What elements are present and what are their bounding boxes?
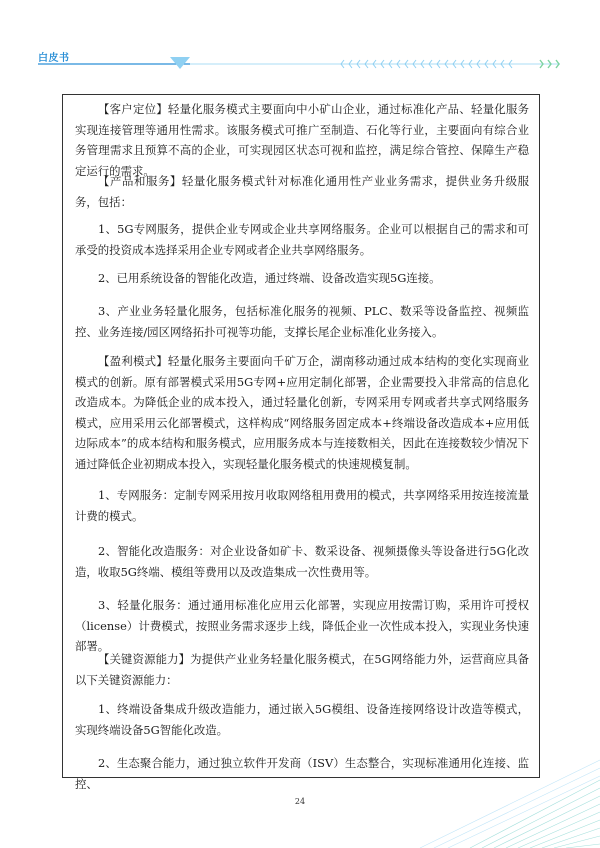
list-item: 2、生态聚合能力，通过独立软件开发商（ISV）生态整合，实现标准通用化连接、监控、 (75, 756, 529, 791)
list-item: 1、终端设备集成升级改造能力，通过嵌入5G模组、设备连接网络设计改造等模式，实现终端设备5G智能化改造。 (75, 702, 529, 737)
paragraph-customer-positioning: 【客户定位】轻量化服务模式主要面向中小矿山企业，通过标准化产品、轻量化服务实现连接管理等通用性需求。该服务模式可推广至制造、石化等行业，主要面向有综合业务管理需求且预算不高的企业，可实现园区状态可视和监控，满足综合管控、保障生产稳定运行的需求。 (75, 102, 529, 178)
footer-decoration-icon (300, 740, 600, 848)
paragraph-products-services: 【产品和服务】轻量化服务模式针对标准化通用性产业业务需求，提供业务升级服务，包括： (75, 174, 529, 209)
chevron-decoration-icon (340, 58, 570, 70)
list-item: 3、轻量化服务：通过通用标准化应用云化部署，实现应用按需订购，采用许可授权（license）计费模式，按照业务需求逐步上线，降低企业一次性成本投入，实现业务快速部署。 (75, 598, 529, 653)
paragraph-key-resources: 【关键资源能力】为提供产业业务轻量化服务模式，在5G网络能力外，运营商应具备以下关键资源能力： (75, 652, 529, 687)
list-item: 1、专网服务：定制专网采用按月收取网络租用费用的模式，共享网络采用按连接流量计费的模式。 (75, 488, 529, 523)
list-item: 1、5G专网服务，提供企业专网或企业共享网络服务。企业可以根据自己的需求和可承受的投资成本选择采用企业专网或者企业共享网络服务。 (75, 222, 529, 257)
list-item: 3、产业业务轻量化服务，包括标准化服务的视频、PLC、数采等设备监控、视频监控、业务连接/园区网络拓扑可视等功能，支撑长尾企业标准化业务接入。 (75, 304, 529, 339)
content-frame (62, 94, 540, 791)
list-item: 2、智能化改造服务：对企业设备如矿卡、数采设备、视频摄像头等设备进行5G化改造，收取5G终端、模组等费用以及改造集成一次性费用等。 (75, 544, 529, 579)
list-item: 2、已用系统设备的智能化改造，通过终端、设备改造实现5G连接。 (98, 271, 441, 285)
paragraph-profit-model: 【盈利模式】轻量化服务主要面向千矿万企，湖南移动通过成本结构的变化实现商业模式的创新。原有部署模式采用5G专网+应用定制化部署，企业需要投入非常高的信息化改造成本。为降低企业的成本投入，通过轻量化创新，专网采用专网或者共享式网络服务模式，应用采用云化部署模式，这样构成“网络服务固定成本+终端设备改造成本+应用低边际成本”的成本结构和服务模式，应用服务成本与连接数相关，因此在连接数较少情况下通过降低企业初期成本投入，实现轻量化服务模式的快速规模复制。 (75, 354, 529, 471)
brand-label: 白皮书 (38, 53, 70, 64)
page-number: 24 (294, 797, 306, 806)
page-header (0, 0, 600, 80)
